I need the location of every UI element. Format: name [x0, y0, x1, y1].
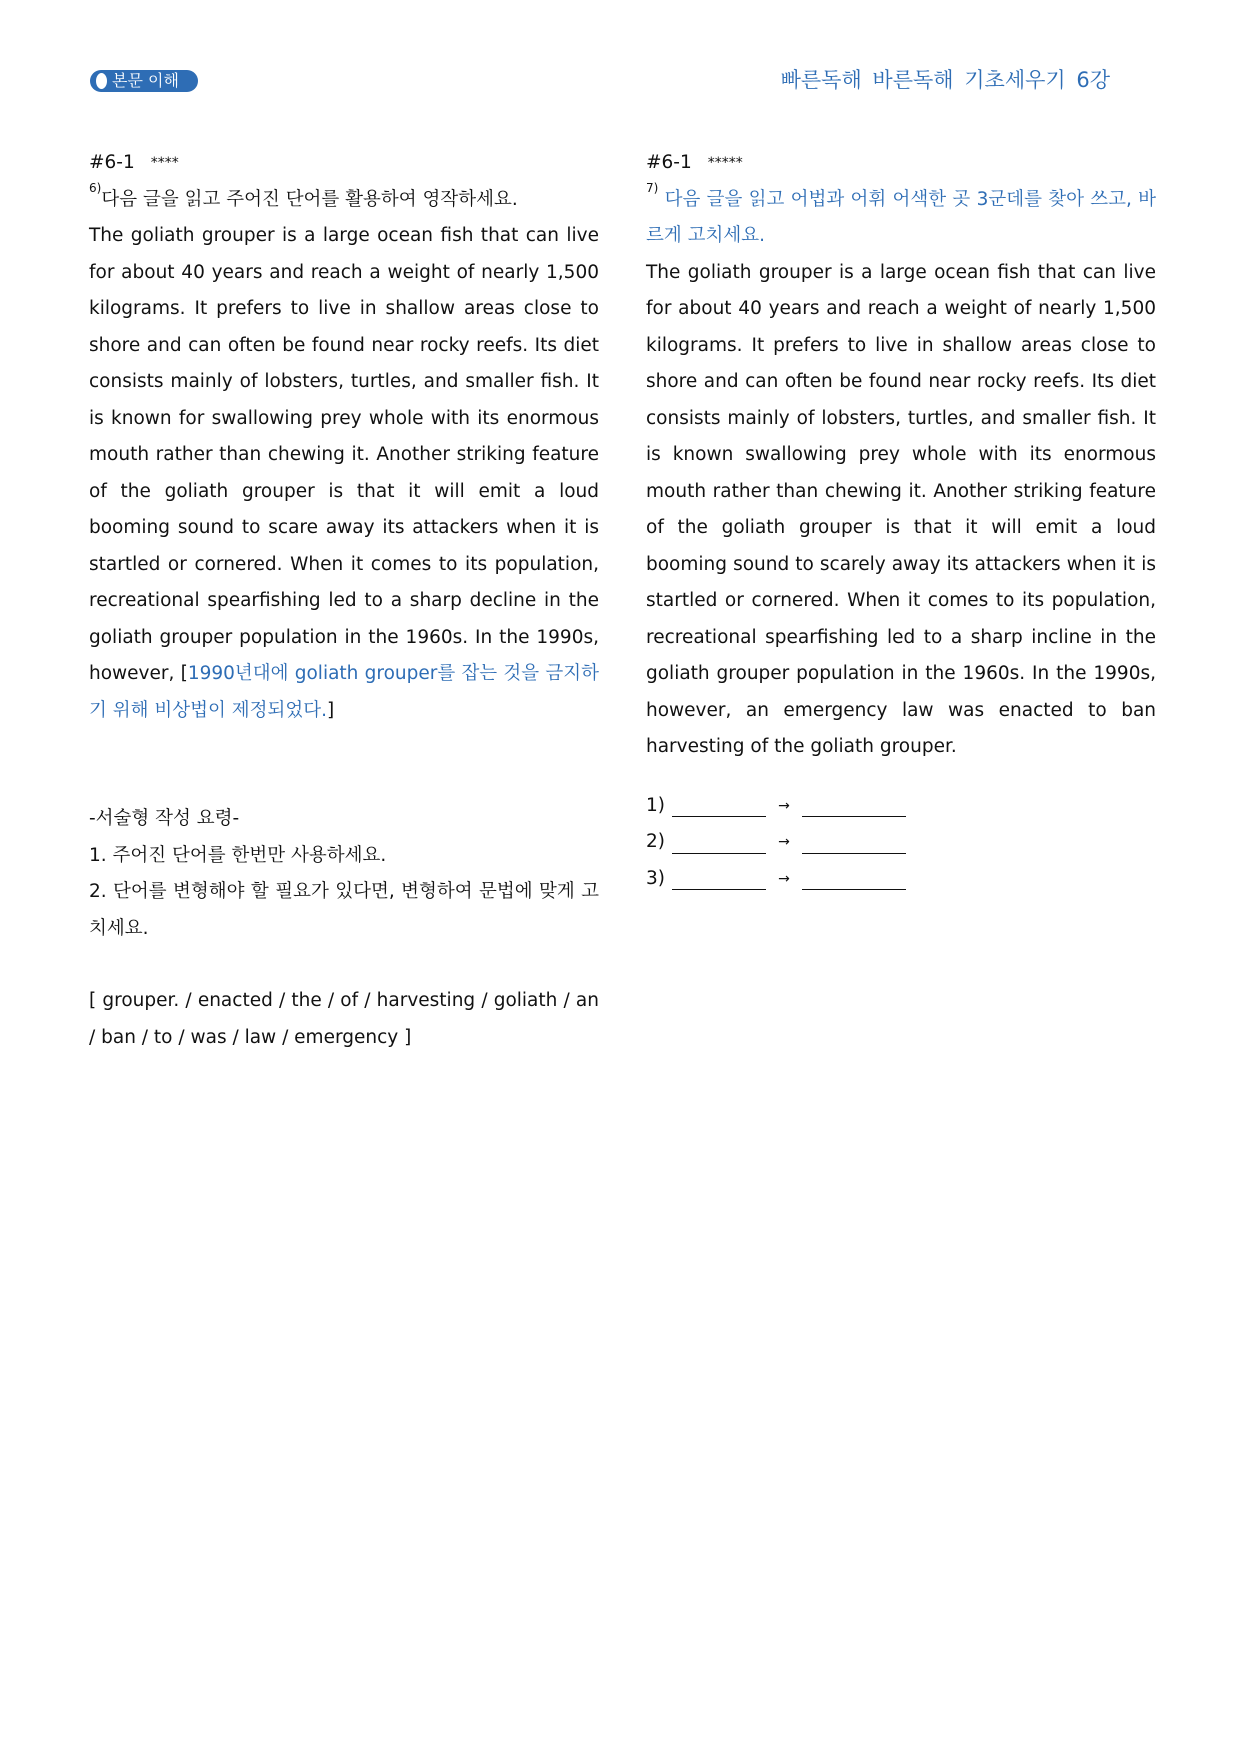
answer-blank-corrected[interactable]	[802, 794, 906, 817]
answer-blank-corrected[interactable]	[802, 867, 906, 890]
right-instruction-text: 다음 글을 읽고 어법과 어휘 어색한 곳 3군데를 찾아 쓰고, 바르게 고치세요.	[646, 188, 1156, 246]
badge-label: 본문 이해	[112, 71, 179, 90]
answer-row	[646, 788, 1156, 825]
answer-row	[646, 824, 1156, 861]
answer-number: 1)	[646, 794, 665, 816]
answer-blank-corrected[interactable]	[802, 831, 906, 854]
word-bank: [ grouper. / enacted / the / of / harvesting / goliath / an / ban / to / was / law / emergency ]	[89, 990, 599, 1048]
left-qid-label: #6-1	[89, 152, 135, 173]
arrow-icon: →	[778, 834, 790, 850]
right-passage: The goliath grouper is a large ocean fish that can live for about 40 years and reach a weight of nearly 1,500 kilograms. It prefers to live in shallow areas close to shore and can often be found near rocky reefs. Its diet consists mainly of lobsters, turtles, and smaller fish. It is known swallowing prey whole with its enormous mouth rather than chewing it. Another striking feature of the goliath grouper is that it will emit a loud booming sound to scarely away its attackers when it is startled or cornered. When it comes to its population, recreational spearfishing led to a sharp incline in the goliath grouper population in the 1960s. In the 1990s, however, an emergency law was enacted to ban harvesting of the goliath grouper.	[646, 261, 1156, 757]
left-instruction-text: 다음 글을 읽고 주어진 단어를 활용하여 영작하세요.	[101, 188, 518, 210]
left-instruction-number: 6)	[89, 180, 102, 195]
right-instruction	[646, 182, 1156, 255]
answer-list	[646, 788, 1156, 898]
answer-row	[646, 861, 1156, 898]
right-instruction-number: 7)	[646, 180, 659, 195]
writing-guide-item-1: 1. 주어진 단어를 한번만 사용하세요.	[89, 844, 387, 866]
left-question-id	[89, 145, 599, 182]
left-question	[89, 145, 599, 1056]
left-instruction	[89, 182, 599, 219]
right-question	[646, 145, 1156, 897]
right-question-id	[646, 145, 1156, 182]
answer-blank-original[interactable]	[672, 867, 766, 890]
section-badge	[90, 70, 198, 92]
right-difficulty-stars: *****	[707, 155, 743, 171]
left-bracket-open: [	[180, 663, 188, 684]
left-korean-hint: 1990년대에 goliath grouper를 잡는 것을 금지하기 위해 비상법이 제정되었다.	[89, 663, 599, 721]
writing-guide-title: -서술형 작성 요령-	[89, 808, 240, 829]
writing-guide-item-2: 2. 단어를 변형해야 할 필요가 있다면, 변형하여 문법에 맞게 고치세요.	[89, 881, 599, 939]
page-header-title: 빠른독해 바른독해 기초세우기 6강	[780, 68, 1110, 92]
left-difficulty-stars: ****	[150, 155, 179, 171]
arrow-icon: →	[778, 797, 790, 814]
right-qid-label: #6-1	[646, 152, 692, 173]
answer-blank-original[interactable]	[672, 794, 766, 817]
answer-number: 3)	[646, 867, 665, 889]
arrow-icon: →	[778, 870, 790, 887]
answer-blank-original[interactable]	[672, 831, 766, 854]
left-passage-text: The goliath grouper is a large ocean fish that can live for about 40 years and reach a weight of nearly 1,500 kilograms. It prefers to live in shallow areas close to shore and can often be found near rocky reefs. Its diet consists mainly of lobsters, turtles, and smaller fish. It is known for swallowing prey whole with its enormous mouth rather than chewing it. Another striking feature of the goliath grouper is that it will emit a loud booming sound to scare away its attackers when it is startled or cornered. When it comes to its population, recreational spearfishing led to a sharp decline in the goliath grouper population in the 1960s. In the 1990s, however,	[89, 225, 599, 684]
left-bracket-close: ]	[326, 699, 335, 721]
left-passage	[89, 218, 599, 729]
answer-number: 2)	[646, 831, 665, 852]
badge-dot-icon	[96, 73, 107, 89]
